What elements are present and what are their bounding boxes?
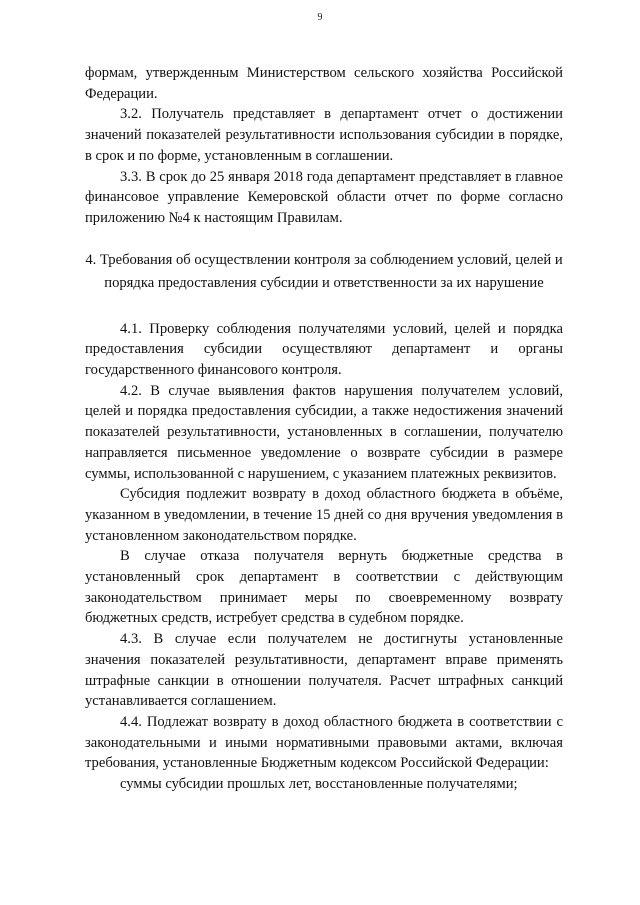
paragraph-refusal: В случае отказа получателя вернуть бюджетные средства в установленный срок департамент в соответствии с действующим законодательством принимает меры по своевременному возврату бюджетных средств, истребует средства в судебном порядке. — [85, 548, 563, 627]
paragraph: формам, утвержденным Министерством сельского хозяйства Российской Федерации. — [85, 65, 563, 102]
page-number: 9 — [317, 12, 323, 23]
paragraph-4-2: 4.2. В случае выявления фактов нарушения получателем условий, целей и порядка предоставления субсидии, а также недостижения значений показателей результативности, установленных в соглашении, получателю направляется письменное уведомление о возврате субсидии в размере суммы, использованной с нарушением, с указанием платежных реквизитов. — [85, 382, 563, 482]
section-heading: 4. Требования об осуществлении контроля за соблюдением условий, целей и порядка предоставления субсидии и ответственности за их нарушение — [85, 251, 563, 291]
paragraph-4-3: 4.3. В случае если получателем не достигнуты установленные значения показателей результативности, департамент вправе применять штрафные санкции в отношении получателя. Расчет штрафных санкций устанавливается соглашением. — [85, 631, 563, 710]
paragraph-refund-terms: Субсидия подлежит возврату в доход областного бюджета в объёме, указанном в уведомлении, в течение 15 дней со дня вручения уведомления в установленном законодательством порядке. — [85, 486, 563, 544]
paragraph-3-2: 3.2. Получатель представляет в департамент отчет о достижении значений показателей результативности использования субсидии в порядке, в срок и по форме, установленным в соглашении. — [85, 106, 563, 164]
paragraph-3-3: 3.3. В срок до 25 января 2018 года департамент представляет в главное финансовое управление Кемеровской области отчет по форме согласно приложению №4 к настоящим Правилам. — [85, 168, 563, 226]
document-body — [85, 63, 563, 795]
paragraph-list-item: суммы субсидии прошлых лет, восстановленные получателями; — [120, 776, 518, 793]
paragraph-4-4: 4.4. Подлежат возврату в доход областного бюджета в соответствии с законодательными и иными нормативными правовыми актами, включая требования, установленные Бюджетным кодексом Российской Федерации: — [85, 713, 563, 772]
paragraph-4-1: 4.1. Проверку соблюдения получателями условий, целей и порядка предоставления субсидии осуществляют департамент и органы государственного финансового контроля. — [85, 320, 563, 379]
